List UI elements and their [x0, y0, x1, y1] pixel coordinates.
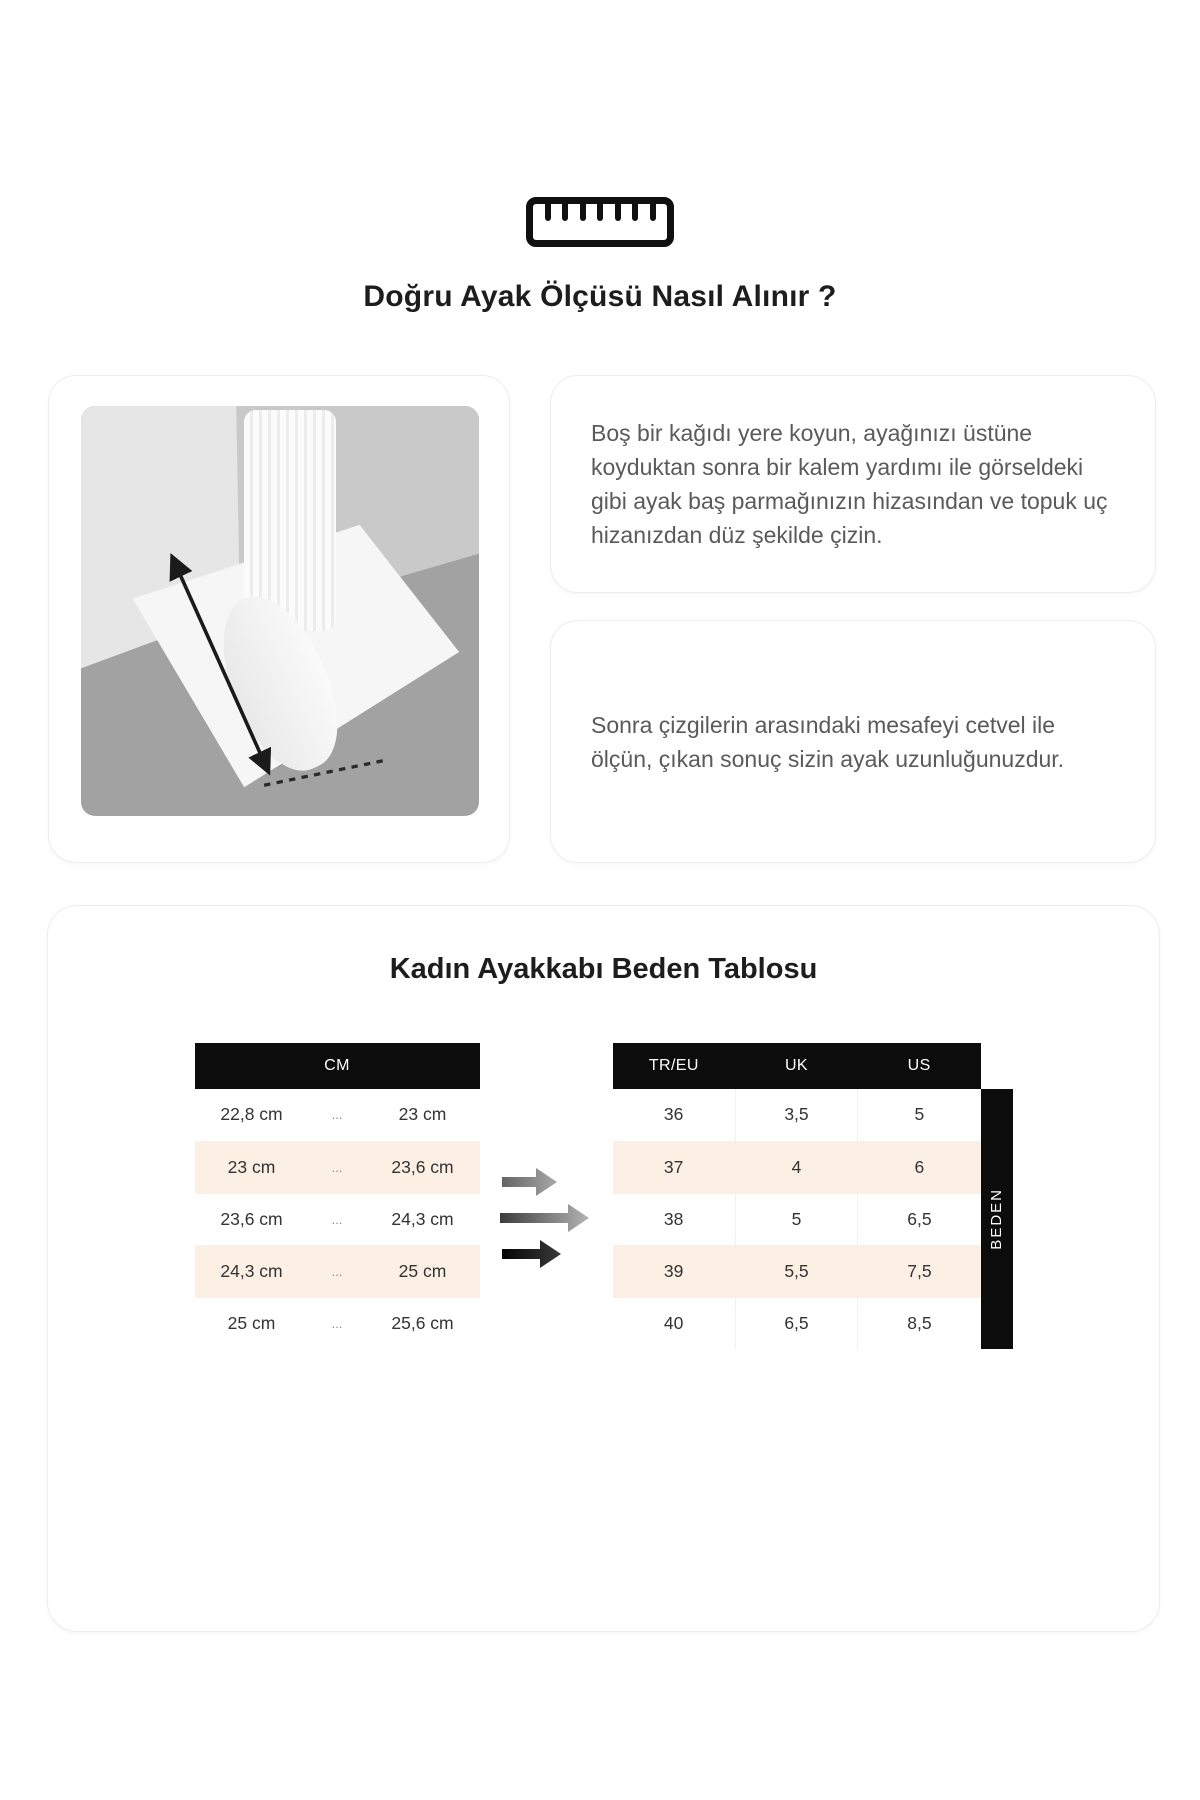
cm-table-header: CM [195, 1043, 480, 1089]
size-us: 5 [858, 1089, 981, 1141]
size-us: 6,5 [858, 1193, 981, 1245]
range-dots: ... [309, 1141, 366, 1193]
table-row [195, 1089, 480, 1141]
instruction-step-1-text: Boş bir kağıdı yere koyun, ayağınızı üstüne koyduktan sonra bir kalem yardımı ile görseldeki gibi ayak baş parmağınızın hizasından ve topuk uç hizanızdan düz şekilde çizin. [591, 420, 1108, 548]
size-uk: 4 [735, 1141, 858, 1193]
table-row [613, 1297, 981, 1349]
instruction-step-2-text: Sonra çizgilerin arasındaki mesafeyi cetvel ile ölçün, çıkan sonuç sizin ayak uzunluğunuzdur. [591, 711, 1065, 772]
cm-range-start: 23 cm [195, 1141, 309, 1193]
size-us: 6 [858, 1141, 981, 1193]
cm-range-end: 24,3 cm [366, 1193, 480, 1245]
header-tr-eu: TR/EU [613, 1043, 736, 1089]
size-uk: 5,5 [735, 1245, 858, 1297]
page-title: Doğru Ayak Ölçüsü Nasıl Alınır ? [363, 280, 837, 313]
measurement-arrow-icon [81, 406, 479, 816]
header-uk: UK [735, 1043, 858, 1089]
range-dots: ... [309, 1089, 366, 1141]
beden-vertical-label [981, 1089, 1013, 1349]
size-uk: 3,5 [735, 1089, 858, 1141]
range-dots: ... [309, 1193, 366, 1245]
size-table-card [47, 905, 1160, 1632]
cm-range-start: 24,3 cm [195, 1245, 309, 1297]
table-row [613, 1245, 981, 1297]
table-row [195, 1245, 480, 1297]
size-tr-eu: 38 [613, 1193, 736, 1245]
instruction-step-1 [550, 375, 1156, 593]
cm-range-start: 23,6 cm [195, 1193, 309, 1245]
foot-photo-card [48, 375, 510, 863]
table-row [613, 1193, 981, 1245]
table-row [195, 1193, 480, 1245]
cm-range-end: 25 cm [366, 1245, 480, 1297]
cm-range-end: 25,6 cm [391, 1312, 454, 1333]
instruction-column [550, 375, 1156, 863]
cm-range-end: 23,6 cm [366, 1141, 480, 1193]
size-tables [48, 1043, 1159, 1349]
ruler-icon [526, 197, 674, 247]
cm-table [195, 1043, 480, 1349]
size-us: 7,5 [858, 1245, 981, 1297]
measure-section [48, 375, 1156, 863]
cm-range-end: 23 cm [366, 1089, 480, 1141]
table-row [613, 1141, 981, 1193]
size-tr-eu: 37 [613, 1141, 736, 1193]
foot-measurement-photo [81, 406, 479, 816]
range-dots: ... [309, 1245, 366, 1297]
table-row [195, 1141, 480, 1193]
instruction-step-2 [550, 620, 1156, 863]
conversion-arrows-icon [498, 1162, 598, 1279]
size-uk: 5 [735, 1193, 858, 1245]
size-table-title: Kadın Ayakkabı Beden Tablosu [389, 953, 818, 985]
cm-range-start: 25 cm [227, 1312, 276, 1333]
size-tr-eu: 39 [613, 1245, 736, 1297]
cm-range-start: 22,8 cm [195, 1089, 309, 1141]
size-tr-eu: 36 [613, 1089, 736, 1141]
beden-label-text: BEDEN [988, 1188, 1005, 1250]
size-tr-eu: 40 [663, 1312, 684, 1333]
range-dots: ... [331, 1315, 343, 1331]
international-table-wrap [613, 1043, 1005, 1349]
size-uk: 6,5 [735, 1297, 858, 1349]
size-us: 8,5 [858, 1297, 981, 1349]
toe-dotted-line [264, 761, 383, 786]
international-size-table [613, 1043, 981, 1349]
header-us: US [858, 1043, 981, 1089]
table-row [613, 1089, 981, 1141]
table-row [195, 1297, 480, 1349]
